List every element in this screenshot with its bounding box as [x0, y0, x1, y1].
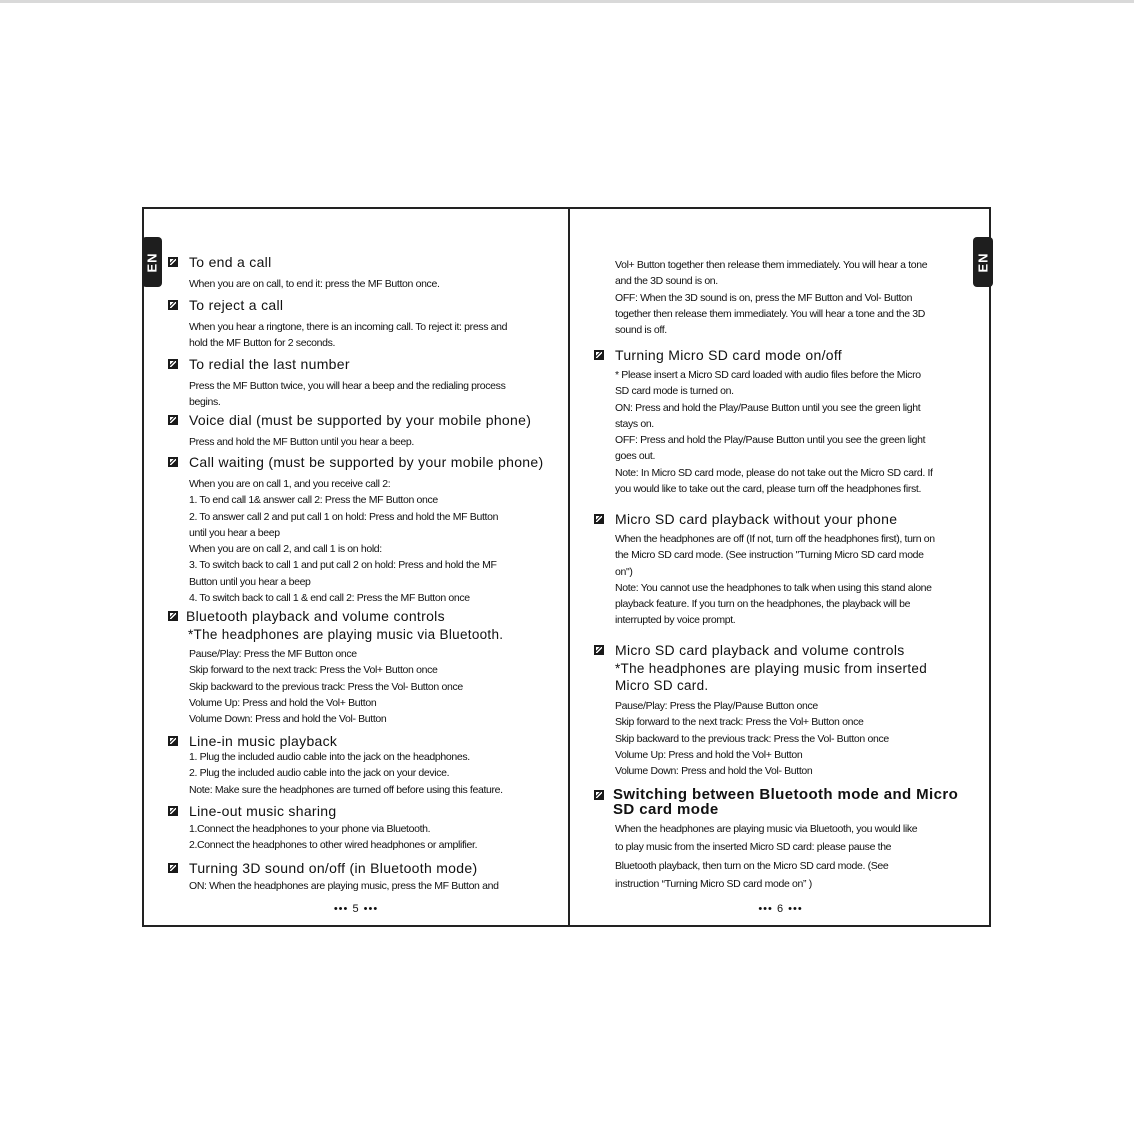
bullet-icon — [168, 611, 178, 621]
bullet-icon — [168, 359, 178, 369]
section-body: ON: When the headphones are playing music, press the MF Button and — [189, 880, 499, 892]
section-title: To reject a call — [189, 297, 284, 313]
language-tab: EN — [142, 237, 162, 287]
bullet-icon — [168, 457, 178, 467]
section-body: When the headphones are playing music via Bluetooth, you would like to play music from the inserted Micro SD card: please pause the Bluetooth playback, then turn on the Micro SD card mode. (See instruction “Turning Micro SD card mode on” ) — [615, 823, 918, 890]
bullet-icon — [168, 863, 178, 873]
section-body: 1. Plug the included audio cable into the jack on the headphones. 2. Plug the included audio cable into the jack on your device. Note: Make sure the headphones are turned off before using this feature. — [189, 751, 503, 796]
page-number: ••• 5 ••• — [333, 903, 379, 915]
section-body: Press the MF Button twice, you will hear a beep and the redialing process begins. — [189, 380, 506, 409]
section-body: * Please insert a Micro SD card loaded with audio files before the Micro SD card mode is turned on. ON: Press and hold the Play/Pause Button until you see the green light stays on. OFF: Press and hold the Play/Pause Button until you see the green light goes out. Note: In Micro SD card mode, please do not take out the Micro SD card. If you would like to take out the card, please turn off the headphones first. — [615, 369, 933, 496]
section-body: Press and hold the MF Button until you hear a beep. — [189, 436, 414, 448]
section-title: Switching between Bluetooth mode and Micro SD card mode — [613, 786, 959, 818]
section-title: Turning 3D sound on/off (in Bluetooth mode) — [189, 860, 478, 876]
section-body: 1.Connect the headphones to your phone via Bluetooth. 2.Connect the headphones to other wired headphones or amplifier. — [189, 823, 478, 852]
section-body: When the headphones are off (If not, turn off the headphones first), turn on the Micro SD card mode. (See instruction "Turning Micro SD card mode on") Note: You cannot use the headphones to talk when using this stand alone playback feature. If you turn on the headphones, the playback will be interrupted by voice prompt. — [615, 533, 935, 627]
manual-spread — [142, 207, 991, 927]
bullet-icon — [168, 736, 178, 746]
section-title: To redial the last number — [189, 356, 350, 372]
section-title: Micro SD card playback without your phone — [615, 511, 898, 527]
language-tab: EN — [973, 237, 993, 287]
section-body: When you are on call, to end it: press the MF Button once. — [189, 278, 440, 290]
section-title: Bluetooth playback and volume controls — [186, 608, 445, 624]
section-title: To end a call — [189, 254, 272, 270]
section-note: *The headphones are playing music from inserted Micro SD card. — [615, 661, 928, 693]
bullet-icon — [594, 350, 604, 360]
section-title: Voice dial (must be supported by your mobile phone) — [189, 412, 532, 428]
page-5 — [144, 209, 568, 925]
section-title: Line-out music sharing — [189, 803, 337, 819]
page-number: ••• 6 ••• — [758, 903, 803, 915]
continued-text: Vol+ Button together then release them immediately. You will hear a tone and the 3D sound is on. OFF: When the 3D sound is on, press the MF Button and Vol- Button together then release them immediately. You will hear a tone and the 3D sound is off. — [615, 259, 928, 337]
section-title: Call waiting (must be supported by your mobile phone) — [189, 454, 544, 470]
section-body: Pause/Play: Press the MF Button once Skip forward to the next track: Press the Vol+ Button once Skip backward to the previous track: Press the Vol- Button once Volume Up: Press and hold the Vol+ Button Volume Down: Press and hold the Vol- Button — [189, 648, 463, 726]
section-title: Line-in music playback — [189, 733, 338, 749]
section-title: Micro SD card playback and volume controls — [615, 642, 905, 658]
bullet-icon — [168, 300, 178, 310]
bullet-icon — [168, 257, 178, 267]
bullet-icon — [594, 645, 604, 655]
bullet-icon — [594, 514, 604, 524]
page-6 — [570, 209, 991, 925]
section-body: Pause/Play: Press the Play/Pause Button once Skip forward to the next track: Press the Vol+ Button once Skip backward to the previous track: Press the Vol- Button once Volume Up: Press and hold the Vol+ Button Volume Down: Press and hold the Vol- Button — [615, 700, 889, 778]
top-edge-line — [0, 0, 1134, 3]
section-body: When you hear a ringtone, there is an incoming call. To reject it: press and hold the MF Button for 2 seconds. — [189, 321, 508, 350]
section-title: Turning Micro SD card mode on/off — [615, 347, 842, 363]
bullet-icon — [594, 790, 604, 800]
bullet-icon — [168, 806, 178, 816]
section-note: *The headphones are playing music via Bluetooth. — [188, 627, 504, 642]
section-body: When you are on call 1, and you receive call 2: 1. To end call 1& answer call 2: Press the MF Button once 2. To answer call 2 and put call 1 on hold: Press and hold the MF Button until you hear a beep When you are on call 2, and call 1 is on hold: 3. To switch back to call 1 and put call 2 on hold: Press and hold the MF Button until you hear a beep 4. To switch back to call 1 & end call 2: Press the MF Button once — [189, 478, 499, 605]
bullet-icon — [168, 415, 178, 425]
